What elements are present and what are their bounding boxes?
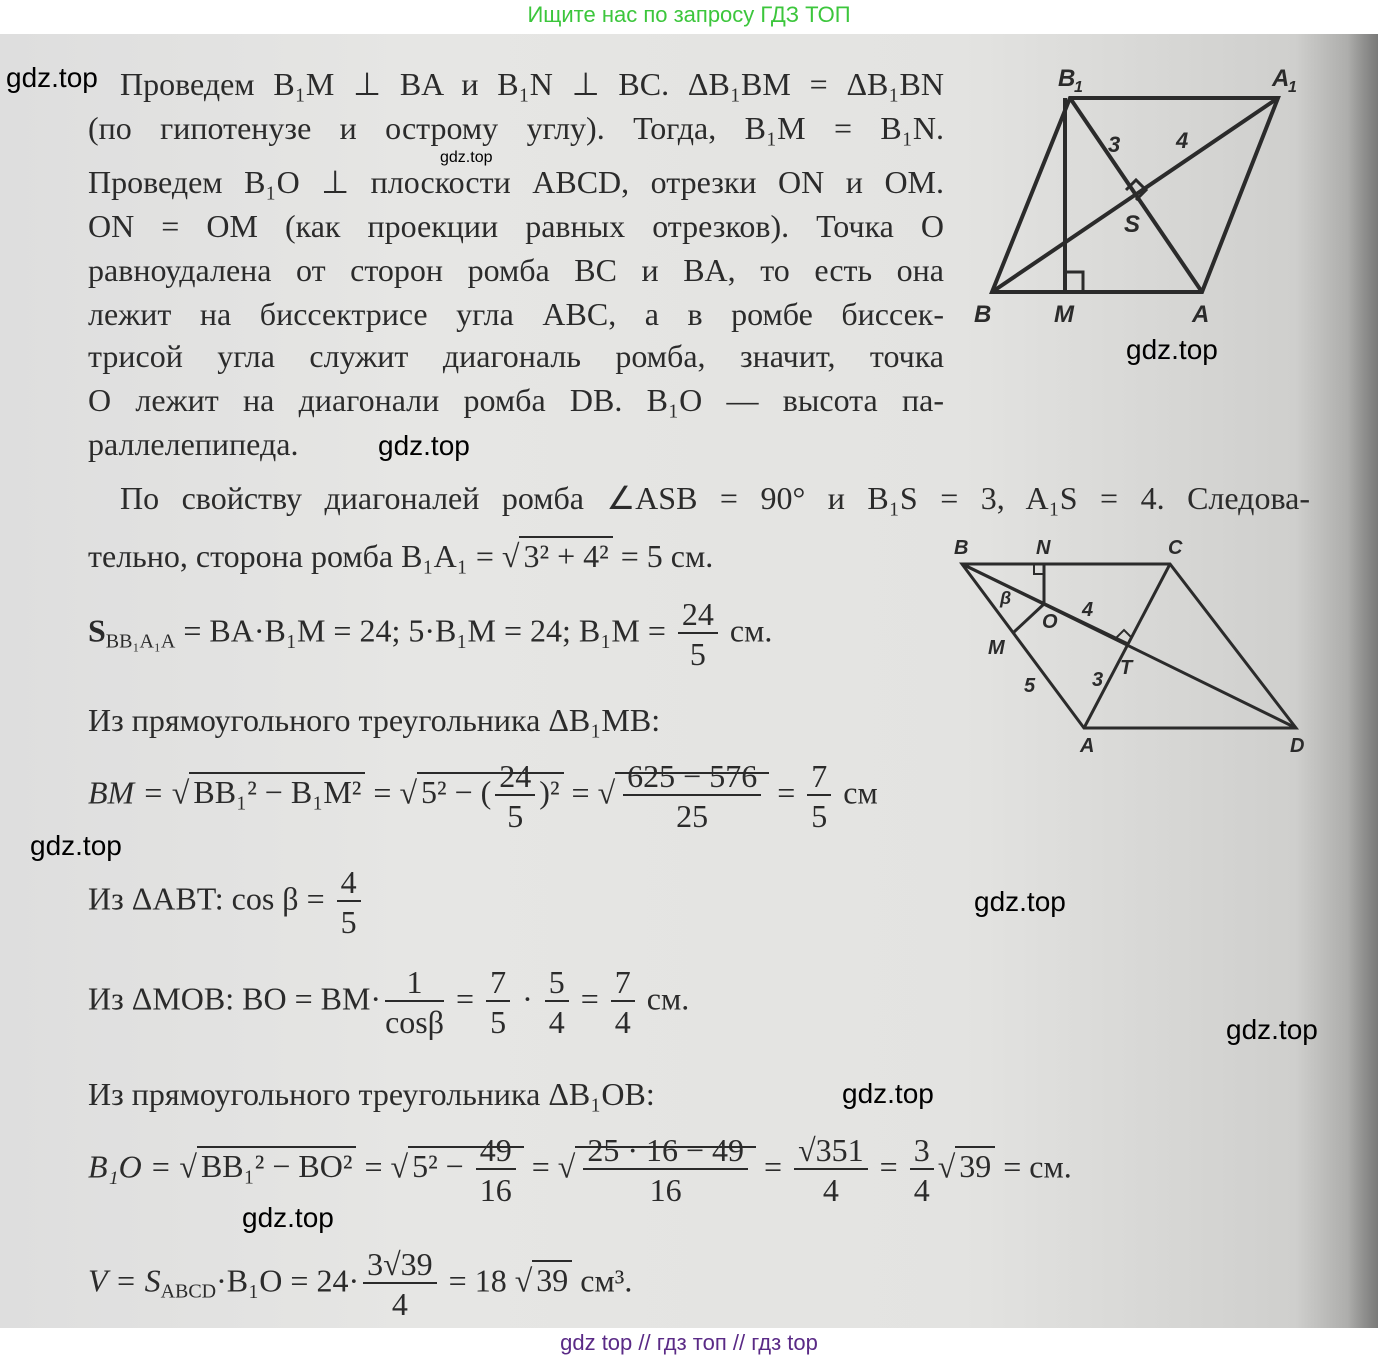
- unit: см³.: [572, 1262, 633, 1299]
- watermark: gdz.top: [6, 62, 98, 93]
- eq: =: [563, 774, 598, 811]
- label-b1: B: [1058, 65, 1076, 92]
- text-part: Из ΔABT: cos β =: [88, 880, 333, 917]
- denominator: 16: [479, 1172, 512, 1208]
- text-line: Из прямоугольного треугольника ΔB₁OB:: [88, 1076, 655, 1112]
- denominator: 5: [490, 1004, 507, 1040]
- denominator: cosβ: [385, 1004, 445, 1040]
- text-line: равноудалена от сторон ромба BC и BA, то есть она: [88, 252, 944, 288]
- numerator: 1: [385, 966, 444, 1002]
- unit: = см.: [995, 1148, 1072, 1185]
- numerator: 49: [476, 1134, 516, 1170]
- label-a: A: [1192, 301, 1210, 328]
- denominator: 5: [507, 798, 524, 834]
- right-angle-mark-t: [1116, 630, 1132, 638]
- numerator: 7: [807, 760, 831, 796]
- label-s: S: [1124, 211, 1141, 238]
- diagonal-a-c: [1084, 564, 1170, 728]
- denominator: 5: [340, 904, 357, 940]
- denominator: 5: [689, 636, 706, 672]
- eq: =: [572, 980, 607, 1017]
- denominator: 4: [548, 1004, 565, 1040]
- text-part: = BA·B₁M = 24; 5·B₁M = 24; B₁M =: [175, 612, 674, 649]
- radicand: [417, 758, 564, 834]
- label-d: D: [1290, 735, 1305, 757]
- numerator: √351: [794, 1134, 868, 1170]
- eq: =: [756, 1148, 791, 1185]
- denominator: 25: [676, 798, 709, 834]
- area-subscript: BB₁A₁A: [105, 630, 176, 653]
- unit: см.: [638, 980, 690, 1017]
- text-part: B₁O =: [88, 1148, 180, 1185]
- radicand: [615, 758, 769, 834]
- fraction: [337, 866, 361, 938]
- label-o: O: [1042, 611, 1058, 633]
- fraction: [486, 966, 510, 1038]
- figure-base-rhombus: [940, 532, 1320, 762]
- radicand: [408, 1132, 524, 1208]
- numerator: 25 · 16 − 49: [583, 1134, 748, 1170]
- area-formula: [88, 598, 772, 670]
- watermark: gdz.top: [1226, 1014, 1318, 1045]
- denominator: 4: [391, 1286, 408, 1322]
- bm-formula: BM = √ BB₁² − B₁M² = √ 5² − ( $\frac{24}{5}$ )² = √ $\frac{625 - 576}{25}$ = $\frac{7}{5}$ см: [88, 758, 878, 834]
- fraction: [385, 966, 444, 1038]
- watermark: gdz.top: [842, 1078, 934, 1109]
- side-length-line: тельно, сторона ромба B₁A₁ = √ 3² + 4² = 5 см.: [88, 538, 714, 574]
- text-line: O лежит на диагонали ромба DB. B₁O — высота па-: [88, 382, 944, 418]
- eq: =: [769, 774, 804, 811]
- top-banner: Ищите нас по запросу ГДЗ ТОП: [527, 2, 851, 27]
- radicand: 3² + 4²: [519, 536, 612, 574]
- label-b1-sub: 1: [1074, 79, 1083, 96]
- text-line: ON = OM (как проекции равных отрезков). Точка О: [88, 208, 944, 244]
- fraction: [476, 1134, 516, 1206]
- fraction: [623, 760, 761, 832]
- fraction: [794, 1134, 868, 1206]
- label-segment-3: 3: [1092, 669, 1104, 691]
- radicand: BB₁² − B₁M²: [189, 772, 365, 810]
- eq: =: [356, 1148, 391, 1185]
- label-segment-5: 5: [1024, 675, 1036, 697]
- label-segment-3: 3: [1108, 132, 1121, 157]
- figure-rhombus-face: [970, 60, 1310, 340]
- numerator: 24: [678, 598, 718, 634]
- label-b: B: [954, 537, 969, 559]
- label-m: M: [988, 637, 1005, 659]
- label-m: M: [1054, 301, 1074, 328]
- subscript: ABCD: [160, 1280, 217, 1303]
- denominator: 4: [913, 1172, 930, 1208]
- bo-formula: [88, 966, 689, 1038]
- numerator: 5: [545, 966, 569, 1002]
- cos-formula: [88, 866, 365, 938]
- text-part: = 5 см.: [612, 538, 714, 574]
- label-a1-sub: 1: [1288, 79, 1297, 96]
- b1o-formula: B₁O = √ BB₁² − BO² = √ 5² − $\frac{49}{16}$ = √ $\frac{25 \cdot 16 - 49}{16}$ = $\frac{√351}{4}$ = $\frac{3}{4}$ √ 39 = см.: [88, 1132, 1072, 1208]
- radicand: 39: [532, 1260, 572, 1298]
- fraction: [910, 1134, 934, 1206]
- fraction: [545, 966, 569, 1038]
- watermark: gdz.top: [30, 830, 122, 861]
- text-part: Из ΔMOB: BO = BM·: [88, 980, 382, 1017]
- fraction: [807, 760, 831, 832]
- area-symbol: S: [88, 612, 106, 649]
- unit: см: [835, 774, 878, 811]
- label-t: T: [1120, 657, 1133, 679]
- text-part: ·B₁O = 24·: [216, 1262, 360, 1299]
- label-segment-4: 4: [1082, 599, 1094, 621]
- text-line: лежит на биссектрисе угла ABC, а в ромбе биссек-: [88, 296, 944, 332]
- numerator: 3: [910, 1134, 934, 1170]
- watermark: gdz.top: [378, 430, 470, 461]
- text-line: раллелепипеда.: [88, 426, 299, 462]
- fraction: [583, 1134, 748, 1206]
- text-part: тельно, сторона ромба B₁A₁ =: [88, 538, 502, 574]
- label-segment-4: 4: [1176, 128, 1189, 153]
- radicand: 39: [955, 1146, 995, 1184]
- watermark: gdz.top: [974, 886, 1066, 917]
- text-line: (по гипотенузе и острому углу). Тогда, B₁M = B₁N.: [88, 110, 944, 146]
- numerator: 24: [495, 760, 535, 796]
- diagonal-b-a1: [992, 98, 1278, 292]
- text-part: = 18: [440, 1262, 515, 1299]
- denominator: 5: [811, 798, 828, 834]
- text-line: Из прямоугольного треугольника ΔB₁MB:: [88, 702, 661, 738]
- label-c: C: [1168, 537, 1183, 559]
- watermark: gdz.top: [440, 149, 493, 166]
- text-line: трисой угла служит диагональ ромба, значит, точка: [88, 338, 944, 374]
- fraction: [495, 760, 535, 832]
- denominator: 4: [614, 1004, 631, 1040]
- label-b: B: [974, 301, 992, 328]
- radicand: BB₁² − BO²: [197, 1146, 357, 1184]
- label-a: A: [1080, 735, 1095, 757]
- eq: =: [448, 980, 483, 1017]
- numerator: 3√39: [363, 1248, 437, 1284]
- text-part: 5² − (: [421, 774, 492, 811]
- text-part: V = S: [88, 1262, 161, 1299]
- numerator: 7: [611, 966, 635, 1002]
- denominator: 4: [822, 1172, 839, 1208]
- label-beta: β: [1000, 588, 1012, 608]
- unit: см.: [721, 612, 773, 649]
- numerator: 7: [486, 966, 510, 1002]
- text-line: Проведем B₁M ⊥ BA и B₁N ⊥ BC. ΔB₁BM = ΔB₁BN: [120, 66, 944, 102]
- numerator: 625 − 576: [623, 760, 761, 796]
- eq: =: [523, 1148, 558, 1185]
- text-part: )²: [539, 774, 560, 811]
- text-part: 5² −: [412, 1148, 472, 1185]
- volume-formula: $V = S_{ABCD}\cdot B_1O = 24\cdot$ $\frac{3√39}{4}$ = 18 √ 39 см³.: [88, 1246, 633, 1322]
- denominator: 16: [649, 1172, 682, 1208]
- segment-o-m: [1014, 604, 1044, 632]
- page-edge-shadow: [1348, 34, 1378, 1328]
- fraction: [678, 598, 718, 670]
- text-line: Проведем B₁O ⊥ плоскости ABCD, отрезки ON и OM.: [88, 164, 944, 200]
- eq: =: [365, 774, 400, 811]
- fraction: [611, 966, 635, 1038]
- eq: =: [871, 1148, 906, 1185]
- watermark: gdz.top: [242, 1202, 334, 1233]
- radicand: [575, 1132, 756, 1208]
- label-n: N: [1036, 537, 1051, 559]
- right-angle-mark-m: [1065, 272, 1083, 292]
- dot: ·: [514, 980, 541, 1017]
- text-part: BM =: [88, 774, 172, 811]
- watermark: gdz.top: [1126, 334, 1218, 365]
- numerator: 4: [337, 866, 361, 902]
- label-a1: A: [1272, 65, 1290, 92]
- text-line: По свойству диагоналей ромба ∠ASB = 90° и B₁S = 3, A₁S = 4. Следова-: [120, 480, 1310, 516]
- fraction: [363, 1248, 437, 1320]
- bottom-banner: gdz top // гдз топ // гдз top: [0, 1328, 1378, 1360]
